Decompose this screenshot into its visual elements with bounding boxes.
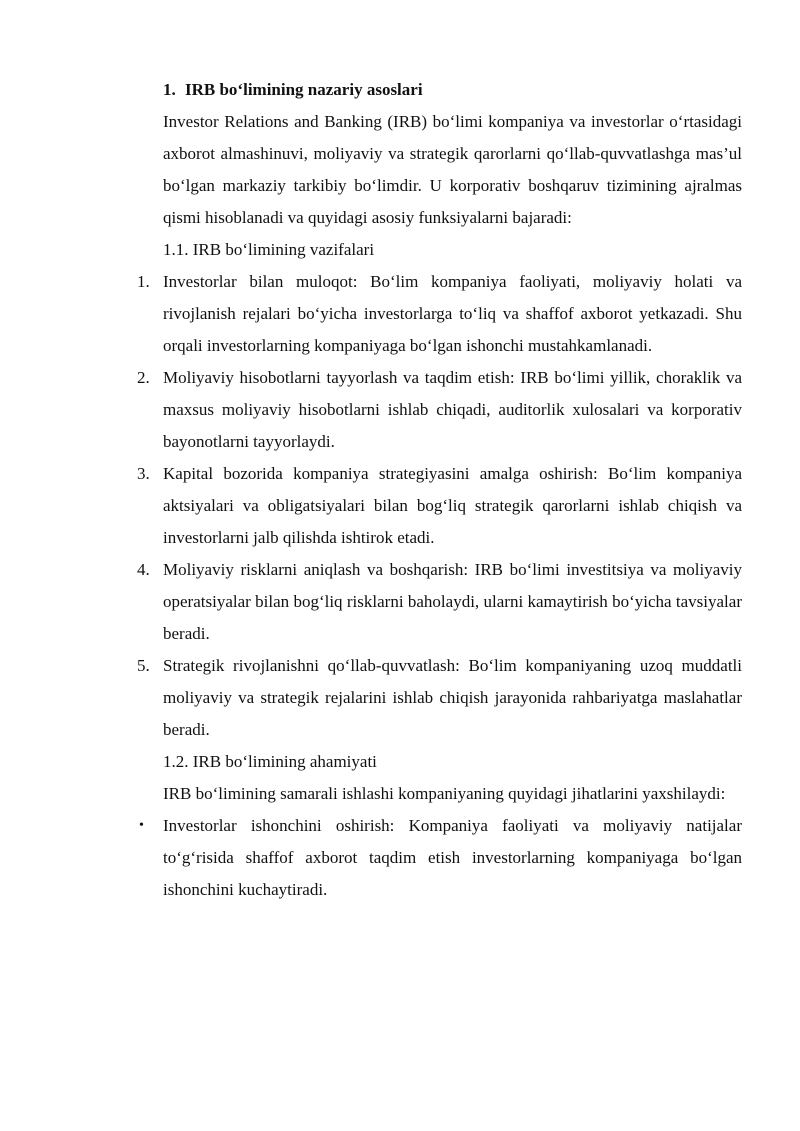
bullet-item-text: Investorlar ishonchini oshirish: Kompaniya faoliyati va moliyaviy natijalar to‘g‘risida shaffof axborot taqdim etish investorlarning kompaniyaga bo‘lgan ishonchini kuchaytiradi. — [163, 816, 742, 899]
list-item-text: Strategik rivojlanishni qo‘llab-quvvatlash: Bo‘lim kompaniyaning uzoq muddatli moliyaviy va strategik rejalarini ishlab chiqish jarayonida rahbariyatga maslahatlar beradi. — [163, 656, 742, 739]
bullet-marker: • — [139, 818, 144, 833]
list-item-text: Moliyaviy hisobotlarni tayyorlash va taqdim etish: IRB bo‘limi yillik, choraklik va maxsus moliyaviy hisobotlarni ishlab chiqadi, auditorlik xulosalari va korporativ bayonotlarni tayyorlaydi. — [163, 368, 742, 451]
importance-list — [139, 810, 742, 906]
list-item — [137, 266, 742, 362]
section-heading — [163, 76, 742, 104]
list-marker: 1. — [137, 272, 150, 291]
list-item-text: Moliyaviy risklarni aniqlash va boshqarish: IRB bo‘limi investitsiya va moliyaviy operatsiyalar bilan bog‘liq risklarni baholaydi, ularni kamaytirish bo‘yicha tavsiyalar beradi. — [163, 560, 742, 643]
list-marker: 2. — [137, 368, 150, 387]
section-title: IRB bo‘limining nazariy asoslari — [185, 80, 423, 99]
list-marker: 4. — [137, 560, 150, 579]
intro-paragraph: Investor Relations and Banking (IRB) bo‘limi kompaniya va investorlar o‘rtasidagi axborot almashinuvi, moliyaviy va strategik qarorlarni qo‘llab-quvvatlashga mas’ul bo‘lgan markaziy tarkibiy bo‘limdir. U korporativ boshqaruv tizimining ajralmas qismi hisoblanadi va quyidagi asosiy funksiyalarni bajaradi: — [163, 112, 742, 227]
list-marker: 5. — [137, 656, 150, 675]
list-item — [137, 362, 742, 458]
subsection-title-1: 1.1. IRB bo‘limining vazifalari — [163, 240, 375, 259]
page-content — [137, 76, 742, 906]
list-item-text: Kapital bozorida kompaniya strategiyasini amalga oshirish: Bo‘lim kompaniya aktsiyalari va obligatsiyalari bilan bog‘liq strategik qarorlarni ishlab chiqish va investorlarni jalb qilishda ishtirok etadi. — [163, 464, 742, 547]
duties-list — [137, 266, 742, 746]
bullet-item — [139, 810, 742, 906]
section-number: 1. — [163, 80, 176, 99]
list-item — [137, 458, 742, 554]
list-item — [137, 650, 742, 746]
list-marker: 3. — [137, 464, 150, 483]
list-item — [137, 554, 742, 650]
importance-intro: IRB bo‘limining samarali ishlashi kompaniyaning quyidagi jihatlarini yaxshilaydi: — [163, 784, 726, 803]
list-item-text: Investorlar bilan muloqot: Bo‘lim kompaniya faoliyati, moliyaviy holati va rivojlanish rejalari bo‘yicha investorlarga to‘liq va shaffof axborot yetkazadi. Shu orqali investorlarning kompaniyaga bo‘lgan ishonchi mustahkamlanadi. — [163, 272, 742, 355]
subsection-title-2: 1.2. IRB bo‘limining ahamiyati — [163, 752, 377, 771]
